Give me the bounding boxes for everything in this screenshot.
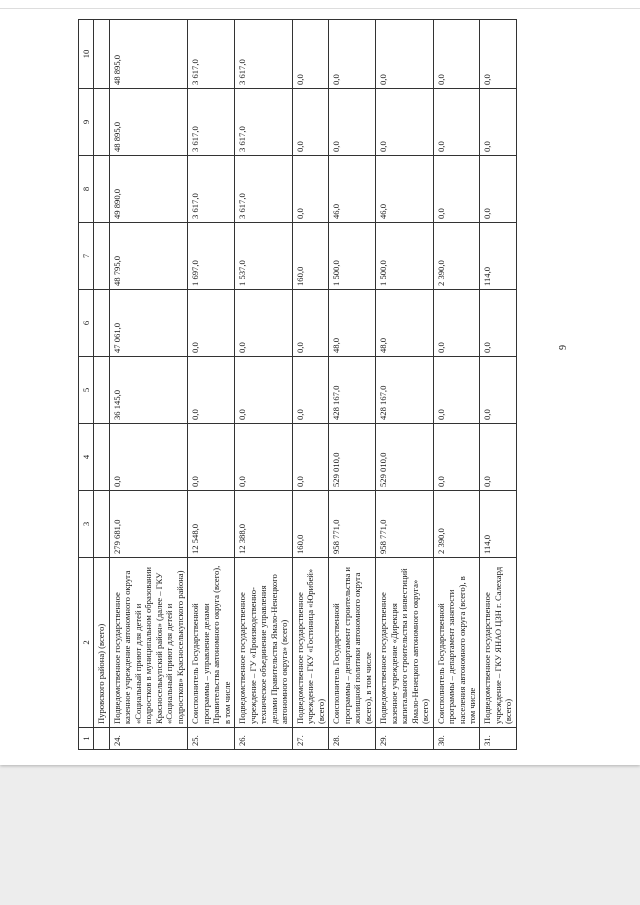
value-cell-col-5: 0,0 bbox=[433, 357, 480, 424]
value-cell-col-4: 0,0 bbox=[292, 424, 328, 491]
table-row bbox=[188, 20, 235, 750]
value-cell-col-8: 0,0 bbox=[480, 156, 516, 223]
value-cell-col-6: 0,0 bbox=[188, 290, 235, 357]
value-cell-col-3: 12 388,0 bbox=[235, 491, 292, 558]
value-cell-col-9: 0,0 bbox=[292, 89, 328, 156]
value-cell-col-9: 0,0 bbox=[329, 89, 376, 156]
value-cell-col-3: 2 390,0 bbox=[433, 491, 480, 558]
value-cell-col-4: 0,0 bbox=[235, 424, 292, 491]
value-cell-col-7: 114,0 bbox=[480, 223, 516, 290]
row-number: 29. bbox=[376, 728, 433, 750]
value-cell-col-5: 428 167,0 bbox=[376, 357, 433, 424]
column-header-5: 5 bbox=[79, 357, 94, 424]
value-cell-col-7: 2 390,0 bbox=[433, 223, 480, 290]
scan-top-edge bbox=[0, 0, 640, 9]
continuation-row bbox=[94, 20, 109, 750]
value-cell-col-8: 3 617,0 bbox=[188, 156, 235, 223]
header-row bbox=[79, 20, 94, 750]
column-header-2: 2 bbox=[79, 558, 94, 728]
value-cell-col-4: 0,0 bbox=[188, 424, 235, 491]
value-cell-col-8: 3 617,0 bbox=[235, 156, 292, 223]
table-row bbox=[329, 20, 376, 750]
value-cell-col-3: 958 771,0 bbox=[329, 491, 376, 558]
value-cell-col-10: 3 617,0 bbox=[188, 20, 235, 89]
value-cell-col-9: 3 617,0 bbox=[235, 89, 292, 156]
value-cell-col-10: 0,0 bbox=[433, 20, 480, 89]
value-cell-col-8: 46,0 bbox=[329, 156, 376, 223]
value-cell-col-6: 0,0 bbox=[235, 290, 292, 357]
value-cell-col-7: 1 537,0 bbox=[235, 223, 292, 290]
row-number: 26. bbox=[235, 728, 292, 750]
row-number: 25. bbox=[188, 728, 235, 750]
value-cell-col-10: 0,0 bbox=[376, 20, 433, 89]
value-cell-col-7: 160,0 bbox=[292, 223, 328, 290]
value-cell-col-8: 49 890,0 bbox=[109, 156, 187, 223]
value-cell-col-4: 529 010,0 bbox=[329, 424, 376, 491]
row-description: Подведомственное государственное учреждение – ГКУ ЯНАО ЦЗН г. Салехард (всего) bbox=[480, 558, 516, 728]
table-row bbox=[433, 20, 480, 750]
value-cell-col-7: 48 795,0 bbox=[109, 223, 187, 290]
value-cell-col-10: 0,0 bbox=[292, 20, 328, 89]
value-cell-col-10: 3 617,0 bbox=[235, 20, 292, 89]
table-row bbox=[235, 20, 292, 750]
value-cell-col-8: 0,0 bbox=[433, 156, 480, 223]
value-cell-col-6: 0,0 bbox=[433, 290, 480, 357]
value-cell-col-3: 12 548,0 bbox=[188, 491, 235, 558]
value-cell-col-5: 428 167,0 bbox=[329, 357, 376, 424]
column-header-4: 4 bbox=[79, 424, 94, 491]
value-cell-col-10: 0,0 bbox=[480, 20, 516, 89]
value-cell-col-3: 958 771,0 bbox=[376, 491, 433, 558]
rotated-table-container bbox=[78, 20, 598, 750]
value-cell-col-5: 0,0 bbox=[480, 357, 516, 424]
value-cell-col-8: 46,0 bbox=[376, 156, 433, 223]
value-cell-col-4: 0,0 bbox=[433, 424, 480, 491]
value-cell-col-9: 48 895,0 bbox=[109, 89, 187, 156]
table-row bbox=[109, 20, 187, 750]
value-cell-col-9: 0,0 bbox=[376, 89, 433, 156]
column-header-9: 9 bbox=[79, 89, 94, 156]
value-cell-col-7: 1 697,0 bbox=[188, 223, 235, 290]
row-description: Соисполнитель Государственной программы – департамент строительства и жилищной политики автономного округа (всего), в том числе bbox=[329, 558, 376, 728]
continuation-index-cell bbox=[94, 728, 109, 750]
column-header-7: 7 bbox=[79, 223, 94, 290]
row-description: Подведомственное государственное казенное учреждение «Дирекция капитального строительства и инвестиций Ямало-Ненецкого автономного округа» (всего) bbox=[376, 558, 433, 728]
value-cell-col-8: 0,0 bbox=[292, 156, 328, 223]
column-header-1: 1 bbox=[79, 728, 94, 750]
value-cell-col-4: 529 010,0 bbox=[376, 424, 433, 491]
value-cell-col-3: 114,0 bbox=[480, 491, 516, 558]
row-number: 28. bbox=[329, 728, 376, 750]
value-cell-col-6: 0,0 bbox=[480, 290, 516, 357]
row-description: Подведомственное государственное казенное учреждение автономного округа «Социальный приют для детей и подростков в муниципальном образовании Красноселькупский район» (далее – ГКУ «Социальный приют для детей и подростков» Красноселькупского района) bbox=[109, 558, 187, 728]
value-cell-col-5: 36 145,0 bbox=[109, 357, 187, 424]
row-description: Подведомственное государственное учреждение – ГУ «Производственно-техническое объединение управления делами Правительства Ямало-Ненецкого автономного округа» (всего) bbox=[235, 558, 292, 728]
value-cell-col-5: 0,0 bbox=[235, 357, 292, 424]
table-row bbox=[480, 20, 516, 750]
row-number: 30. bbox=[433, 728, 480, 750]
value-cell-col-5: 0,0 bbox=[188, 357, 235, 424]
row-number: 27. bbox=[292, 728, 328, 750]
value-cell-col-4: 0,0 bbox=[109, 424, 187, 491]
table-row bbox=[376, 20, 433, 750]
column-header-6: 6 bbox=[79, 290, 94, 357]
value-cell-col-3: 160,0 bbox=[292, 491, 328, 558]
value-cell-col-6: 47 061,0 bbox=[109, 290, 187, 357]
value-cell-col-10: 0,0 bbox=[329, 20, 376, 89]
value-cell-col-4: 0,0 bbox=[480, 424, 516, 491]
row-description: Соисполнитель Государственной программы – управление делами Правительства автономного округа (всего), в том числе bbox=[188, 558, 235, 728]
column-header-3: 3 bbox=[79, 491, 94, 558]
table-body bbox=[94, 20, 516, 750]
value-cell-col-6: 48,0 bbox=[376, 290, 433, 357]
row-description: Подведомственное государственное учреждение – ГКУ «Гостиница «Юрибей» (всего) bbox=[292, 558, 328, 728]
budget-table bbox=[78, 19, 517, 750]
value-cell-col-10: 48 895,0 bbox=[109, 20, 187, 89]
row-description: Соисполнитель Государственной программы – департамент занятости населения автономного округа (всего), в том числе bbox=[433, 558, 480, 728]
row-number: 24. bbox=[109, 728, 187, 750]
value-cell-col-7: 1 500,0 bbox=[329, 223, 376, 290]
column-header-8: 8 bbox=[79, 156, 94, 223]
continuation-text-cell: Пуровского района) (всего) bbox=[94, 558, 109, 728]
column-header-10: 10 bbox=[79, 20, 94, 89]
table-row bbox=[292, 20, 328, 750]
value-cell-col-9: 0,0 bbox=[480, 89, 516, 156]
value-cell-col-6: 48,0 bbox=[329, 290, 376, 357]
page-number: 9 bbox=[558, 345, 569, 350]
value-cell-col-9: 0,0 bbox=[433, 89, 480, 156]
value-cell-col-9: 3 617,0 bbox=[188, 89, 235, 156]
row-number: 31. bbox=[480, 728, 516, 750]
value-cell-col-6: 0,0 bbox=[292, 290, 328, 357]
value-cell-col-5: 0,0 bbox=[292, 357, 328, 424]
value-cell-col-7: 1 500,0 bbox=[376, 223, 433, 290]
value-cell-col-3: 279 681,0 bbox=[109, 491, 187, 558]
